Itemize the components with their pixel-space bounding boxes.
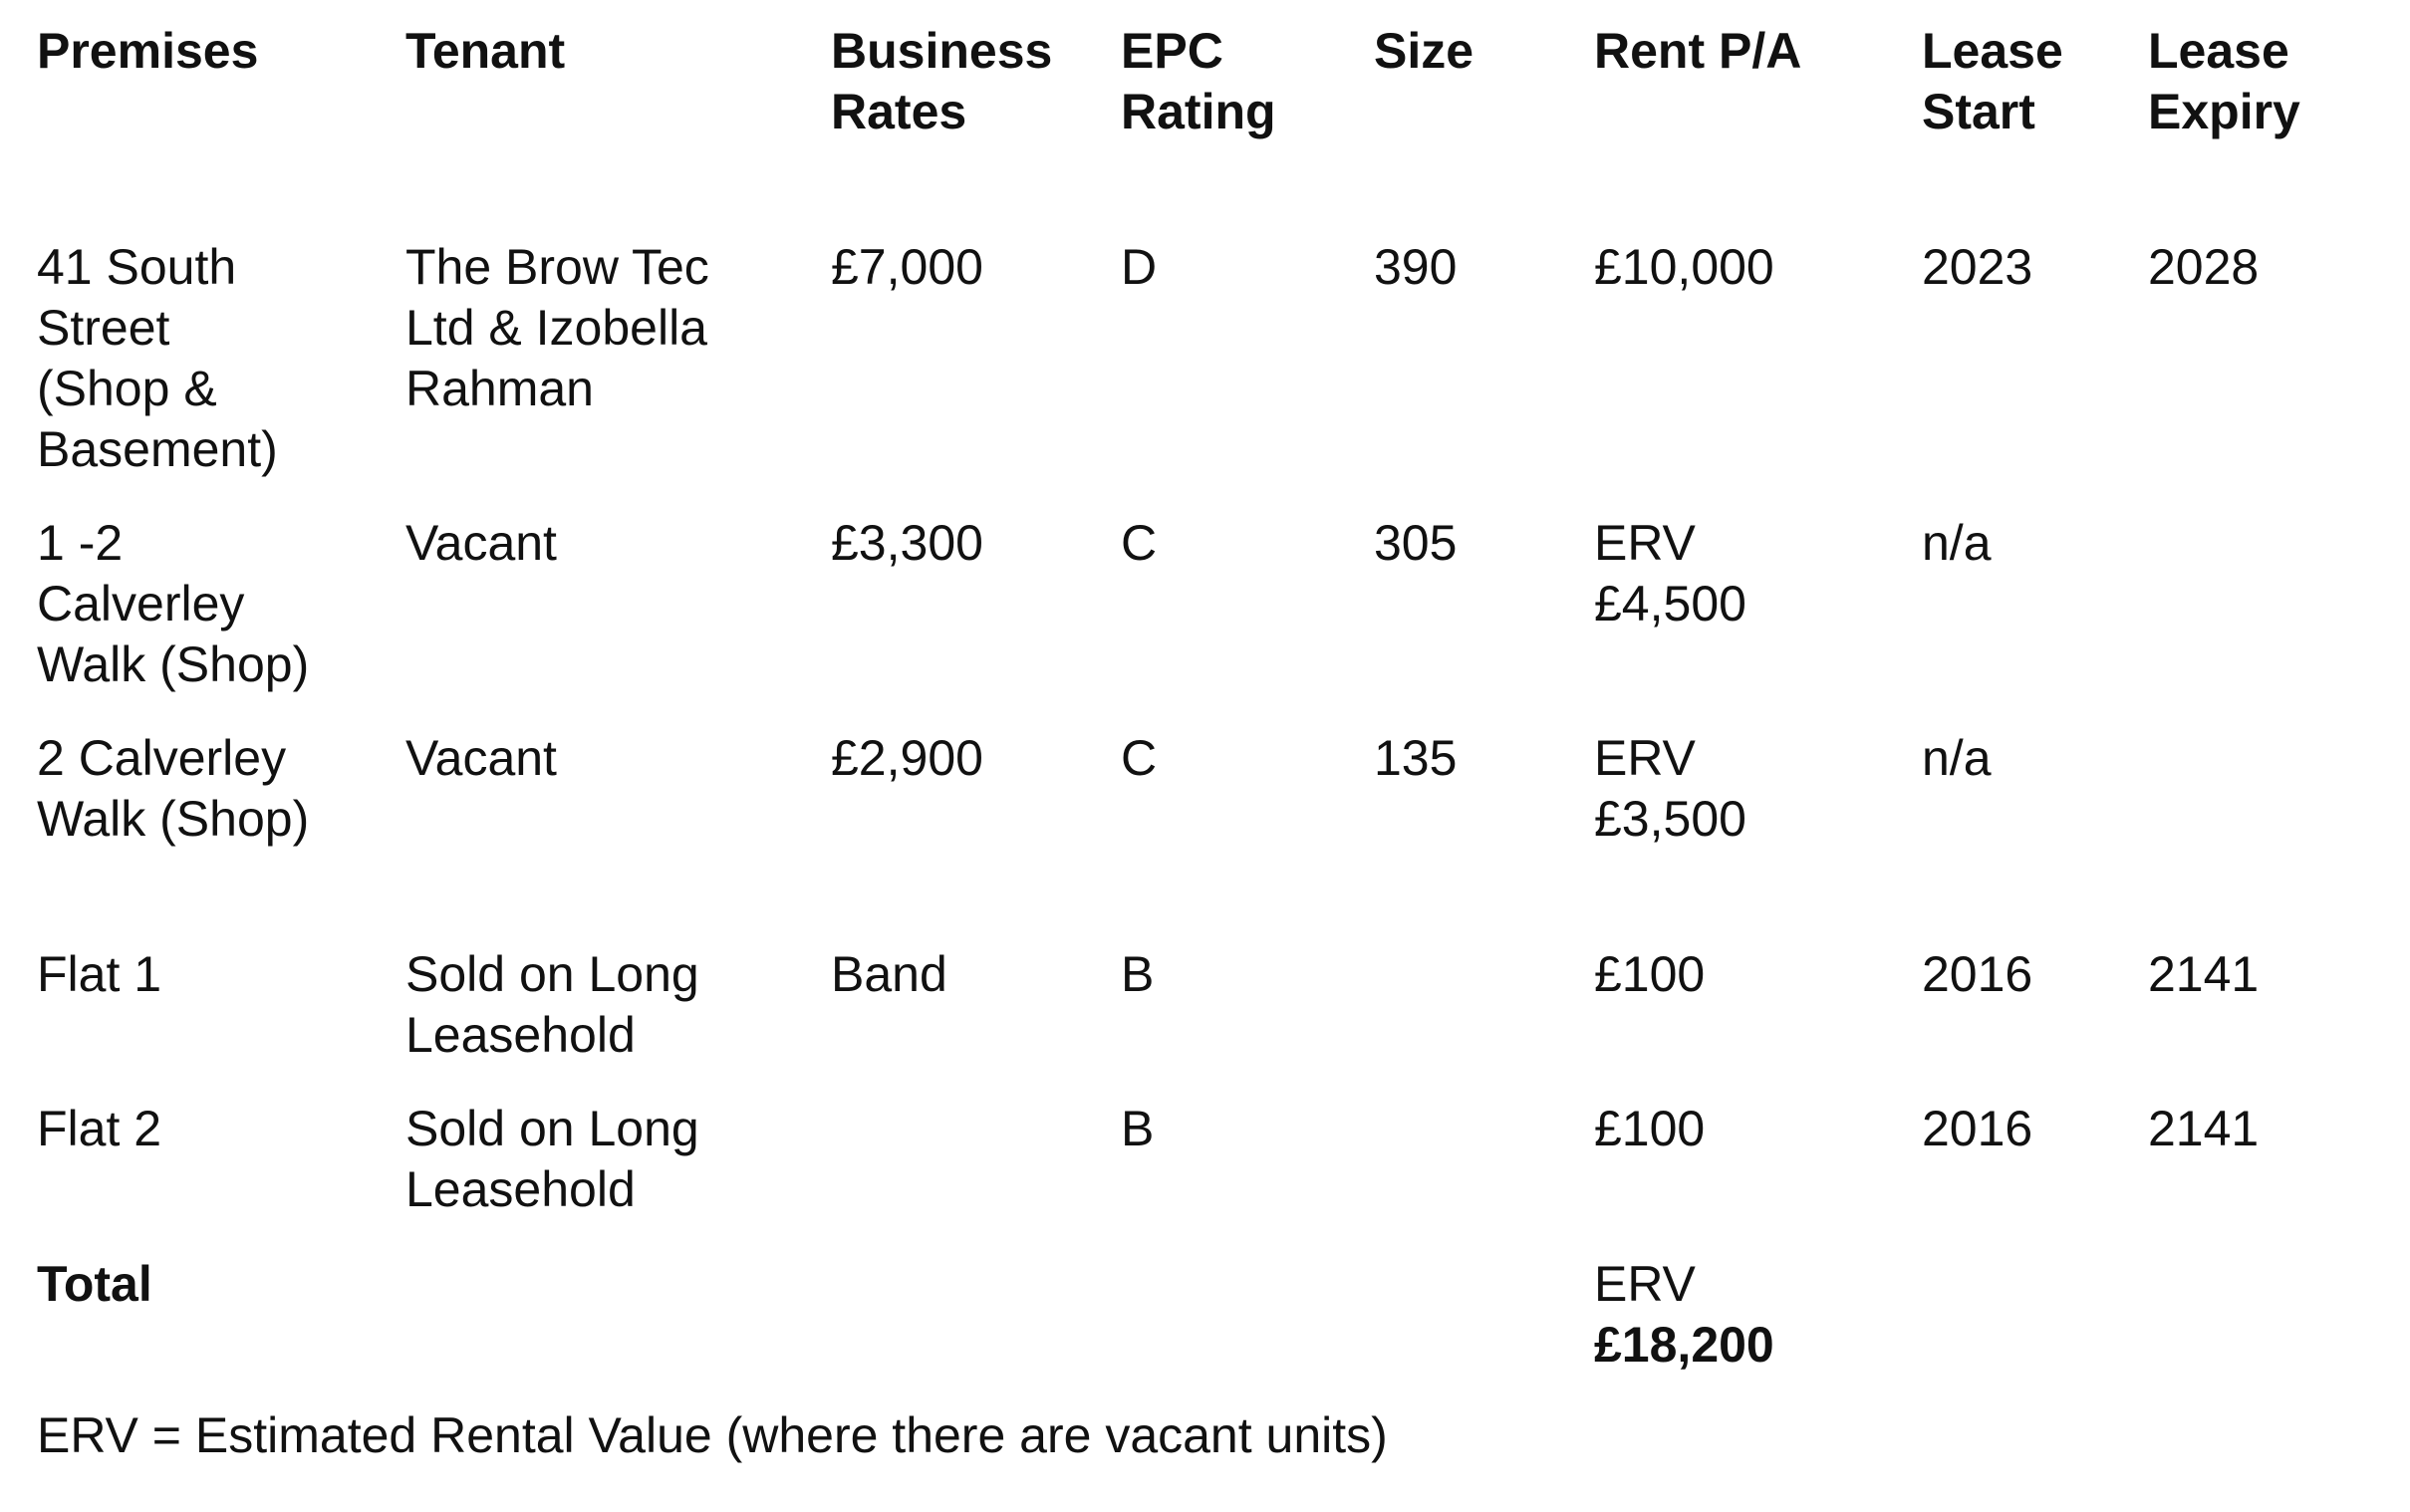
- row2-rent-line2: £4,500: [1594, 576, 1746, 631]
- header-lease-start-line1: Lease: [1922, 23, 2063, 79]
- row3-rent: [1594, 728, 1746, 850]
- row5-rent: [1594, 1099, 1705, 1159]
- row2-premises-line3: Walk (Shop): [37, 636, 310, 692]
- row4-lease-expiry: 2141: [2148, 946, 2260, 1002]
- header-epc-line1: EPC: [1121, 23, 1223, 79]
- row3-rent-line2: £3,500: [1594, 791, 1746, 847]
- total-rent: [1594, 1254, 1774, 1376]
- row5-tenant-line2: Leasehold: [405, 1161, 636, 1217]
- row2-rent: [1594, 513, 1746, 634]
- header-tenant-text: Tenant: [405, 23, 566, 79]
- row4-epc: B: [1121, 946, 1155, 1002]
- row2-premises-line2: Calverley: [37, 576, 245, 631]
- row5-premises: [37, 1099, 161, 1159]
- header-lease-expiry: [2148, 21, 2300, 142]
- row3-rent-line1: ERV: [1594, 730, 1696, 786]
- row3-tenant: [405, 728, 557, 789]
- header-rent-text: Rent P/A: [1594, 23, 1802, 79]
- row1-premises-line3: (Shop &: [37, 361, 217, 416]
- row4-rent: [1594, 944, 1705, 1005]
- row3-epc: C: [1121, 730, 1158, 786]
- header-size-text: Size: [1374, 23, 1474, 79]
- total-label: Total: [37, 1256, 152, 1312]
- header-business-rates-line1: Business: [831, 23, 1053, 79]
- header-premises: [37, 21, 258, 82]
- row1-tenant: [405, 237, 709, 419]
- header-lease-expiry-line2: Expiry: [2148, 84, 2300, 139]
- row5-epc: B: [1121, 1101, 1155, 1156]
- row3-premises-line2: Walk (Shop): [37, 791, 310, 847]
- header-business-rates: [831, 21, 1052, 142]
- row1-premises: [37, 237, 278, 480]
- row5-tenant-line1: Sold on Long: [405, 1101, 699, 1156]
- row5-premises-line1: Flat 2: [37, 1101, 162, 1156]
- row3-size: 135: [1374, 730, 1458, 786]
- row4-premises: [37, 944, 161, 1005]
- erv-footnote: ERV = Estimated Rental Value (where there are vacant units): [37, 1407, 1388, 1463]
- row2-business-rates: £3,300: [831, 515, 983, 571]
- row4-rent-line1: £100: [1594, 946, 1706, 1002]
- total-rent-value: £18,200: [1594, 1317, 1774, 1373]
- row5-lease-start: 2016: [1922, 1101, 2033, 1156]
- row1-tenant-line2: Ltd & Izobella: [405, 300, 707, 356]
- row3-premises: [37, 728, 309, 850]
- row1-rent: [1594, 237, 1774, 298]
- row4-tenant-line2: Leasehold: [405, 1007, 636, 1063]
- header-business-rates-line2: Rates: [831, 84, 967, 139]
- total-rent-line1: ERV: [1594, 1256, 1696, 1312]
- row5-rent-line1: £100: [1594, 1101, 1706, 1156]
- row3-premises-line1: 2 Calverley: [37, 730, 287, 786]
- header-tenant: [405, 21, 565, 82]
- row3-lease-start: n/a: [1922, 730, 1992, 786]
- row2-premises: [37, 513, 309, 695]
- row1-size: 390: [1374, 239, 1458, 295]
- row2-rent-line1: ERV: [1594, 515, 1696, 571]
- row4-lease-start: 2016: [1922, 946, 2033, 1002]
- row2-lease-start: n/a: [1922, 515, 1992, 571]
- row2-tenant-line1: Vacant: [405, 515, 557, 571]
- header-lease-start: [1922, 21, 2063, 142]
- row3-tenant-line1: Vacant: [405, 730, 557, 786]
- row4-tenant: [405, 944, 699, 1066]
- row4-tenant-line1: Sold on Long: [405, 946, 699, 1002]
- row2-epc: C: [1121, 515, 1158, 571]
- row1-lease-start: 2023: [1922, 239, 2033, 295]
- row5-lease-expiry: 2141: [2148, 1101, 2260, 1156]
- row2-size: 305: [1374, 515, 1458, 571]
- header-premises-text: Premises: [37, 23, 259, 79]
- header-epc-rating: [1121, 21, 1276, 142]
- header-epc-line2: Rating: [1121, 84, 1276, 139]
- row2-tenant: [405, 513, 557, 574]
- header-lease-expiry-line1: Lease: [2148, 23, 2289, 79]
- row4-premises-line1: Flat 1: [37, 946, 162, 1002]
- row1-tenant-line1: The Brow Tec: [405, 239, 709, 295]
- row1-epc: D: [1121, 239, 1158, 295]
- row1-lease-expiry: 2028: [2148, 239, 2260, 295]
- header-size: [1374, 21, 1473, 82]
- header-rent-pa: [1594, 21, 1801, 82]
- row4-business-rates: Band: [831, 946, 947, 1002]
- row1-rent-line1: £10,000: [1594, 239, 1774, 295]
- row1-premises-line2: Street: [37, 300, 170, 356]
- row1-tenant-line3: Rahman: [405, 361, 594, 416]
- row5-tenant: [405, 1099, 699, 1220]
- row1-premises-line1: 41 South: [37, 239, 237, 295]
- row1-premises-line4: Basement): [37, 421, 278, 477]
- row3-business-rates: £2,900: [831, 730, 983, 786]
- row2-premises-line1: 1 -2: [37, 515, 124, 571]
- header-lease-start-line2: Start: [1922, 84, 2035, 139]
- row1-business-rates: £7,000: [831, 239, 983, 295]
